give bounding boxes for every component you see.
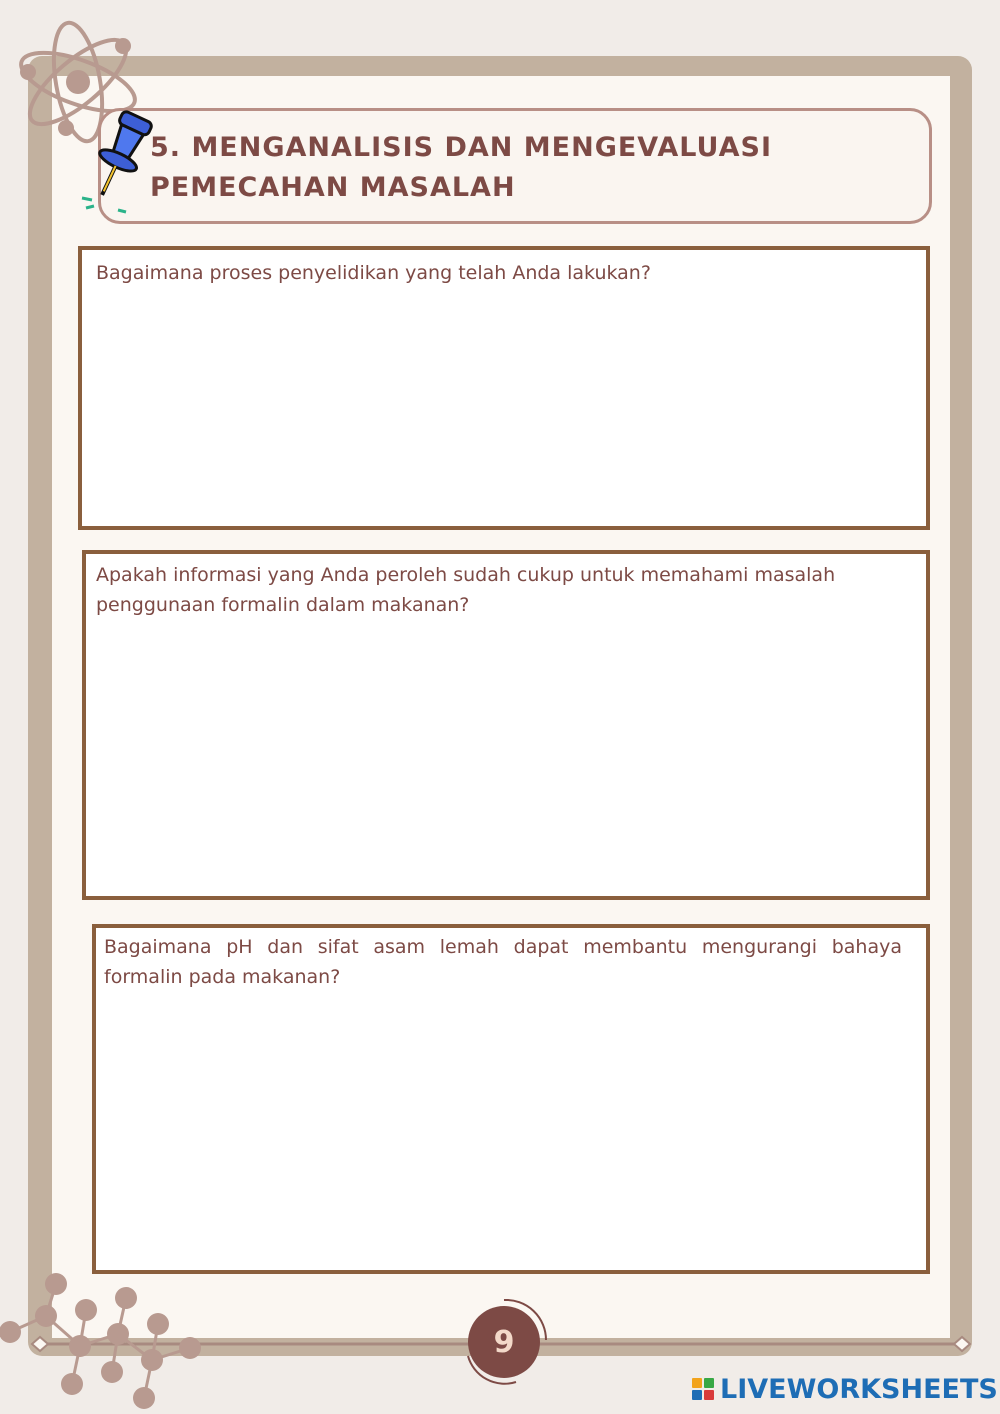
- page-number: 9: [468, 1306, 540, 1378]
- question-box-1: [78, 246, 930, 530]
- question-box-3: [92, 924, 930, 1274]
- question-3-text: Bagaimana pH dan sifat asam lemah dapat membantu mengurangi bahaya formalin pada makanan?: [104, 936, 902, 988]
- molecule-icon: [0, 1270, 210, 1414]
- question-1-text: Bagaimana proses penyelidikan yang telah Anda lakukan?: [96, 262, 651, 284]
- answer-field-3[interactable]: [106, 1004, 916, 1260]
- question-box-2: [82, 550, 930, 900]
- brand-name: LIVEWORKSHEETS: [720, 1373, 998, 1405]
- section-title: 5. MENGANALISIS DAN MENGEVALUASI PEMECAHAN MASALAH: [150, 132, 772, 203]
- answer-field-2[interactable]: [96, 630, 916, 886]
- brand-logo-icon: [692, 1378, 714, 1400]
- answer-field-1[interactable]: [92, 300, 916, 516]
- pushpin-icon: [78, 106, 158, 216]
- brand-watermark: [692, 1372, 998, 1406]
- question-2-text: Apakah informasi yang Anda peroleh sudah cukup untuk memahami masalah penggunaan formalin dalam makanan?: [96, 564, 836, 616]
